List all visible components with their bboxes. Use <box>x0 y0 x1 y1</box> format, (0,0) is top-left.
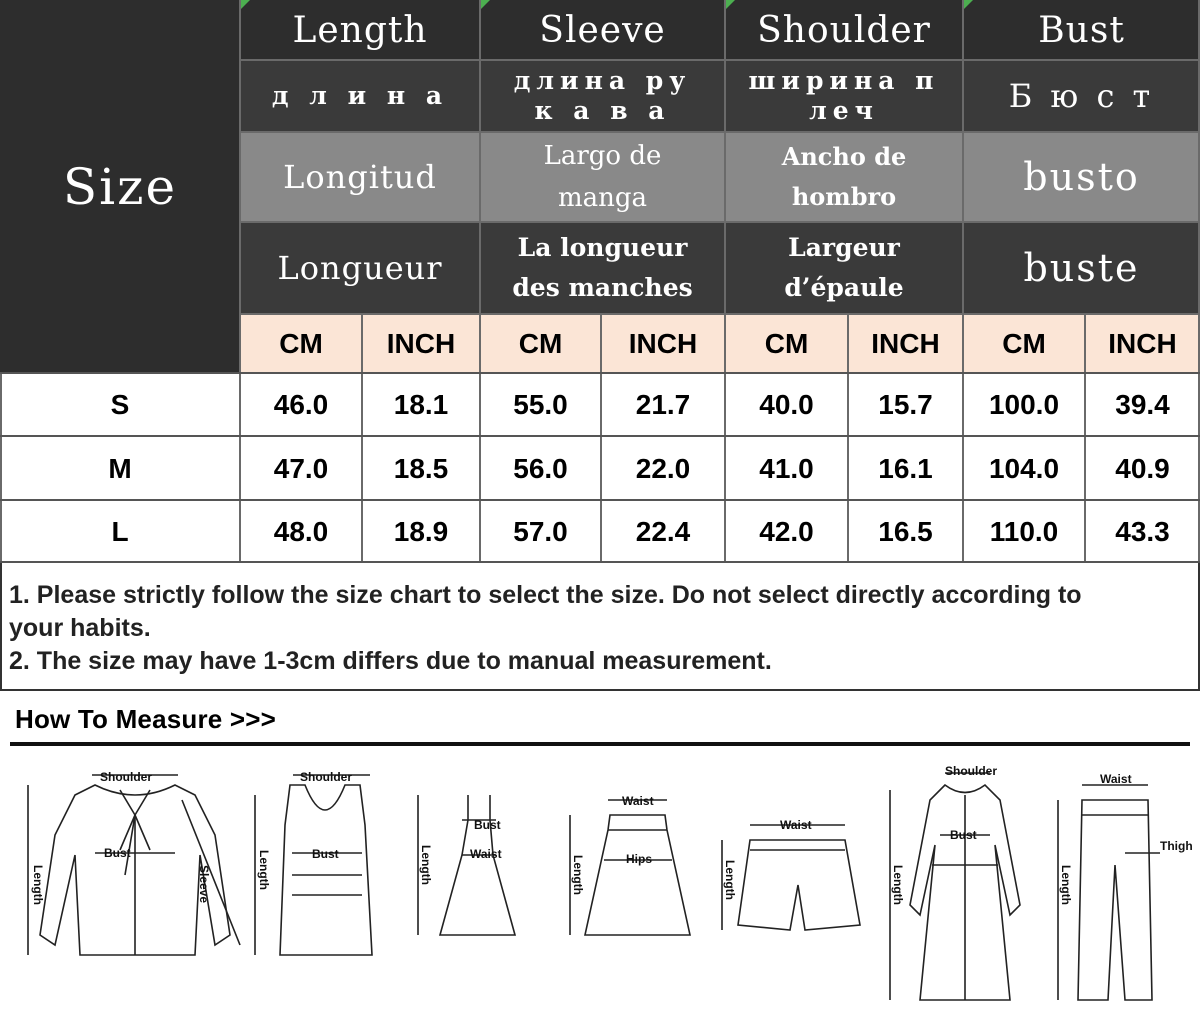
measurement-value: 16.5 <box>878 516 933 547</box>
unit-label: CM <box>764 327 809 359</box>
value-cell <box>1085 373 1200 436</box>
header-sleeve-fr <box>480 222 725 314</box>
header-sleeve-es <box>480 132 725 222</box>
unit-label: CM <box>279 327 323 359</box>
measurement-value: 57.0 <box>513 516 568 547</box>
header-bust-es-label: busto <box>1023 155 1140 199</box>
size-value: S <box>110 388 130 420</box>
grid-line <box>0 499 1200 501</box>
unit-label: INCH <box>1108 327 1177 359</box>
measurement-value: 42.0 <box>759 516 814 547</box>
size-cell <box>0 501 240 563</box>
header-shoulder-fr-line2: d’épaule <box>784 273 904 302</box>
header-sleeve-fr-line2: des manches <box>512 273 693 302</box>
measurement-value: 47.0 <box>273 452 329 484</box>
header-bust-en-label: Bust <box>1038 9 1125 51</box>
garment-illustrations <box>0 755 1200 1013</box>
unit-inch <box>362 314 480 373</box>
header-length-en-label: Length <box>292 9 428 51</box>
corner-mark <box>725 0 735 10</box>
note-1-continued: your habits. <box>9 614 151 642</box>
size-header-label: Size <box>62 157 178 216</box>
bust-label: Bust <box>474 818 501 832</box>
value-cell <box>1085 437 1200 500</box>
header-sleeve-ru-line2: к а в а <box>534 96 671 125</box>
header-bust-es <box>963 132 1200 222</box>
length-label: Length <box>571 855 585 895</box>
waist-label: Waist <box>780 818 812 832</box>
value-cell <box>848 437 963 500</box>
header-length-fr-label: Longueur <box>277 249 443 287</box>
measurement-value: 18.5 <box>393 452 449 484</box>
measurement-value: 46.0 <box>273 388 329 420</box>
value-cell <box>725 437 848 500</box>
bust-label: Bust <box>950 828 977 842</box>
corner-mark <box>963 0 973 10</box>
unit-label: CM <box>1002 327 1046 359</box>
grid-line <box>724 0 726 563</box>
header-shoulder-fr-line1: Largeur <box>788 233 900 262</box>
garment-illustrations-svg <box>0 755 1200 1013</box>
unit-label: INCH <box>628 327 698 359</box>
header-bust-fr-label: buste <box>1023 246 1140 290</box>
header-sleeve-fr-line1: La longueur <box>517 233 688 262</box>
measurement-value: 22.0 <box>635 452 691 484</box>
shoulder-label: Shoulder <box>100 770 153 784</box>
measurement-value: 56.0 <box>513 452 568 484</box>
value-cell <box>848 501 963 563</box>
corner-mark <box>480 0 490 10</box>
value-cell <box>1085 501 1200 563</box>
measurement-value: 48.0 <box>273 516 329 547</box>
value-cell <box>480 437 601 500</box>
how-to-measure-title: How To Measure >>> <box>15 704 277 734</box>
header-length-fr <box>240 222 480 314</box>
header-shoulder-ru <box>725 60 963 132</box>
header-bust-ru-label: Б ю с т <box>1008 77 1155 115</box>
measurement-value: 21.7 <box>635 388 691 420</box>
grid-line <box>0 435 1200 437</box>
header-bust-ru <box>963 60 1200 132</box>
header-length-ru-label: д л и н а <box>271 81 449 110</box>
size-header <box>0 0 240 373</box>
grid-line <box>600 314 602 563</box>
header-shoulder-en <box>725 0 963 60</box>
corner-mark <box>240 0 250 10</box>
grid-line <box>240 59 1200 61</box>
header-length-es <box>240 132 480 222</box>
tank-top-illustration <box>255 775 372 955</box>
waist-label: Waist <box>470 847 502 861</box>
shoulder-label: Shoulder <box>945 764 998 778</box>
unit-cm <box>240 314 362 373</box>
value-cell <box>601 501 725 563</box>
value-cell <box>725 501 848 563</box>
grid-line <box>240 221 1200 223</box>
sleeve-label: Sleeve <box>197 865 211 904</box>
unit-cm <box>725 314 848 373</box>
header-length-ru <box>240 60 480 132</box>
measurement-value: 40.0 <box>759 388 814 420</box>
measurement-value: 110.0 <box>989 516 1059 547</box>
measurement-value: 39.4 <box>1115 388 1170 420</box>
grid-line <box>240 313 1200 315</box>
grid-line <box>240 131 1200 133</box>
length-label: Length <box>1059 865 1073 905</box>
value-cell <box>601 373 725 436</box>
unit-cm <box>963 314 1085 373</box>
unit-inch <box>601 314 725 373</box>
header-length-es-label: Longitud <box>283 158 437 196</box>
length-label: Length <box>257 850 271 890</box>
waist-label: Waist <box>1100 772 1132 786</box>
measurement-value: 55.0 <box>513 388 568 420</box>
thigh-label: Thigh <box>1160 839 1193 853</box>
bust-label: Bust <box>312 847 339 861</box>
length-label: Length <box>891 865 905 905</box>
measurement-value: 104.0 <box>988 452 1060 484</box>
bust-label: Bust <box>104 846 131 860</box>
coat-illustration <box>890 773 1020 1000</box>
size-cell <box>0 373 240 436</box>
shorts-illustration <box>722 825 860 930</box>
header-shoulder-es-line1: Ancho de <box>781 142 907 171</box>
measurement-value: 18.9 <box>393 516 449 547</box>
grid-line <box>847 314 849 563</box>
header-sleeve-ru-line1: длина ру <box>513 66 692 95</box>
measurement-value: 43.3 <box>1115 516 1170 547</box>
value-cell <box>362 437 480 500</box>
value-cell <box>848 373 963 436</box>
header-length-en <box>240 0 480 60</box>
value-cell <box>963 373 1085 436</box>
value-cell <box>480 501 601 563</box>
measurement-value: 40.9 <box>1115 452 1170 484</box>
header-shoulder-ru-line2: леч <box>809 96 879 125</box>
divider <box>10 742 1190 746</box>
unit-inch <box>1085 314 1200 373</box>
size-value: L <box>111 516 129 547</box>
unit-label: INCH <box>386 327 456 359</box>
value-cell <box>963 437 1085 500</box>
header-sleeve-en <box>480 0 725 60</box>
length-label: Length <box>31 865 45 905</box>
note-2: 2. The size may have 1-3cm differs due to manual measurement. <box>9 647 772 675</box>
unit-label: CM <box>518 327 563 359</box>
header-shoulder-es-line2: hombro <box>791 182 897 211</box>
value-cell <box>362 501 480 563</box>
measurement-value: 18.1 <box>393 388 449 420</box>
unit-label: INCH <box>871 327 940 359</box>
grid-line <box>1084 314 1086 563</box>
value-cell <box>240 437 362 500</box>
measurement-value: 100.0 <box>988 388 1060 420</box>
header-shoulder-ru-line1: ширина п <box>748 66 940 95</box>
waist-label: Waist <box>622 794 654 808</box>
header-shoulder-es <box>725 132 963 222</box>
size-notes <box>0 563 1200 691</box>
header-shoulder-fr <box>725 222 963 314</box>
value-cell <box>963 501 1085 563</box>
length-label: Length <box>723 860 737 900</box>
unit-cm <box>480 314 601 373</box>
size-cell <box>0 437 240 500</box>
unit-inch <box>848 314 963 373</box>
size-value: M <box>108 452 132 484</box>
shoulder-label: Shoulder <box>300 770 353 784</box>
measurement-value: 41.0 <box>759 452 814 484</box>
header-bust-en <box>963 0 1200 60</box>
value-cell <box>240 373 362 436</box>
grid-line <box>479 0 481 563</box>
grid-line <box>0 372 1200 374</box>
hips-label: Hips <box>626 852 653 866</box>
header-bust-fr <box>963 222 1200 314</box>
header-shoulder-en-label: Shoulder <box>757 9 931 51</box>
value-cell <box>480 373 601 436</box>
grid-line <box>361 314 363 563</box>
length-label: Length <box>419 845 433 885</box>
header-sleeve-es-line1: Largo de <box>543 141 662 171</box>
header-sleeve-es-line2: manga <box>557 183 648 213</box>
value-cell <box>240 501 362 563</box>
measurement-value: 16.1 <box>878 452 933 484</box>
grid-line <box>0 373 2 563</box>
value-cell <box>362 373 480 436</box>
measurement-value: 22.4 <box>635 516 691 547</box>
header-sleeve-en-label: Sleeve <box>539 9 666 51</box>
header-sleeve-ru <box>480 60 725 132</box>
skirt-illustration <box>570 800 690 935</box>
value-cell <box>725 373 848 436</box>
value-cell <box>601 437 725 500</box>
grid-line <box>239 0 241 563</box>
measurement-value: 15.7 <box>878 388 933 420</box>
note-1: 1. Please strictly follow the size chart to select the size. Do not select directly according to <box>9 581 1082 609</box>
grid-line <box>962 0 964 563</box>
